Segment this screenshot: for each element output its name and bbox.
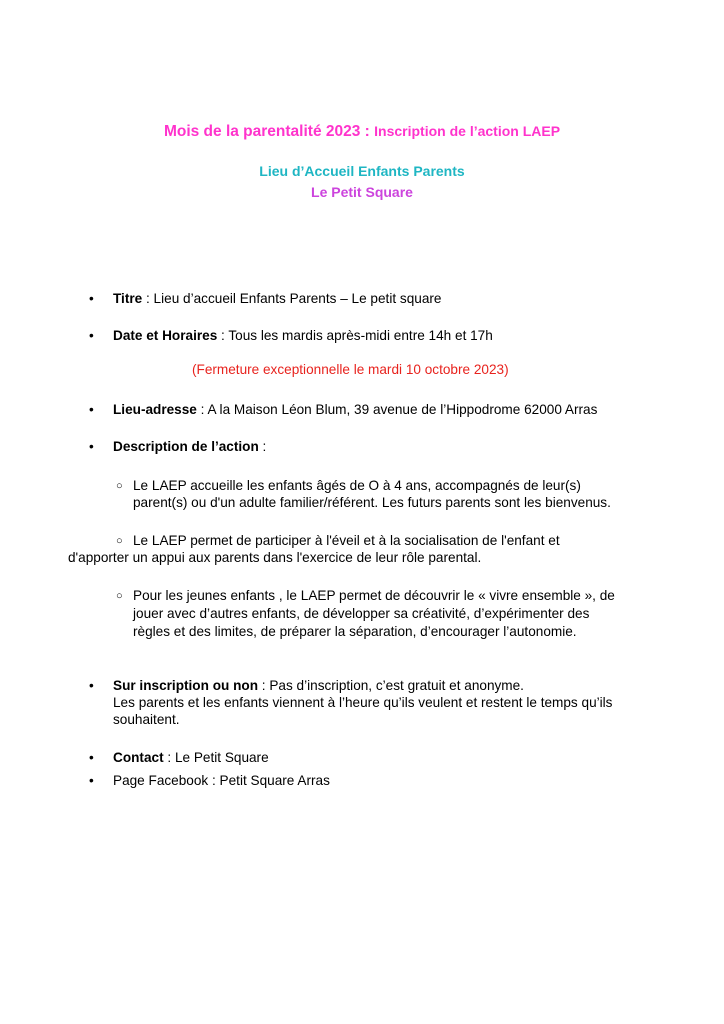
contact-value: : Le Petit Square xyxy=(163,750,269,765)
bullet-icon: • xyxy=(89,678,94,693)
lieu-value: : A la Maison Léon Blum, 39 avenue de l’Hippodrome 62000 Arras xyxy=(196,402,598,417)
desc-3-line3: règles et des limites, de préparer la séparation, d’encourager l’autonomie. xyxy=(133,624,577,639)
desc-3-line2: jouer avec d’autres enfants, de développer sa créativité, d’expérimenter des xyxy=(133,606,590,621)
desc-2-line2: d'apporter un appui aux parents dans l'exercice de leur rôle parental. xyxy=(68,550,482,565)
lieu-label: Lieu-adresse xyxy=(113,402,197,417)
desc-1-line2: parent(s) ou d'un adulte familier/référent. Les futurs parents sont les bienvenus. xyxy=(133,495,611,510)
desc-3-line1: Pour les jeunes enfants , le LAEP permet de découvrir le « vivre ensemble », de xyxy=(133,588,615,603)
lieu-item xyxy=(113,401,597,419)
desc-2-line1: Le LAEP permet de participer à l'éveil et à la socialisation de l'enfant et xyxy=(133,533,560,548)
bullet-icon: • xyxy=(89,291,94,306)
date-label: Date et Horaires xyxy=(113,328,218,343)
place-name: Le Petit Square xyxy=(311,184,413,200)
bullet-icon: • xyxy=(89,773,94,788)
title-part2: Inscription de l’action LAEP xyxy=(374,123,561,139)
sub-bullet-icon: ○ xyxy=(116,590,123,602)
description-suffix: : xyxy=(258,439,267,454)
description-label: Description de l’action xyxy=(113,439,259,454)
document-subtitle: Lieu d’Accueil Enfants Parents xyxy=(259,163,465,179)
document-title xyxy=(0,123,724,141)
bullet-icon: • xyxy=(89,328,94,343)
titre-item xyxy=(113,290,441,308)
closure-note: (Fermeture exceptionnelle le mardi 10 octobre 2023) xyxy=(192,362,509,377)
inscription-line3: souhaitent. xyxy=(113,712,180,727)
inscription-label: Sur inscription ou non xyxy=(113,678,258,693)
sub-bullet-icon: ○ xyxy=(116,535,123,547)
title-part1: Mois de la parentalité 2023 : xyxy=(163,123,375,140)
contact-item xyxy=(113,749,269,767)
bullet-icon: • xyxy=(89,439,94,454)
titre-label: Titre xyxy=(113,291,143,306)
date-item xyxy=(113,327,493,345)
inscription-item xyxy=(113,677,524,695)
contact-label: Contact xyxy=(113,750,164,765)
sub-bullet-icon: ○ xyxy=(116,480,123,492)
inscription-line2: Les parents et les enfants viennent à l’heure qu’ils veulent et restent le temps qu’ils xyxy=(113,695,613,710)
description-heading xyxy=(113,438,266,456)
desc-1-line1: Le LAEP accueille les enfants âgés de O à 4 ans, accompagnés de leur(s) xyxy=(133,478,581,493)
bullet-icon: • xyxy=(89,750,94,765)
facebook-item: Page Facebook : Petit Square Arras xyxy=(113,773,330,788)
date-value: : Tous les mardis après-midi entre 14h et 17h xyxy=(217,328,493,343)
inscription-value: : Pas d’inscription, c’est gratuit et anonyme. xyxy=(258,678,524,693)
bullet-icon: • xyxy=(89,402,94,417)
titre-value: : Lieu d’accueil Enfants Parents – Le petit square xyxy=(142,291,442,306)
